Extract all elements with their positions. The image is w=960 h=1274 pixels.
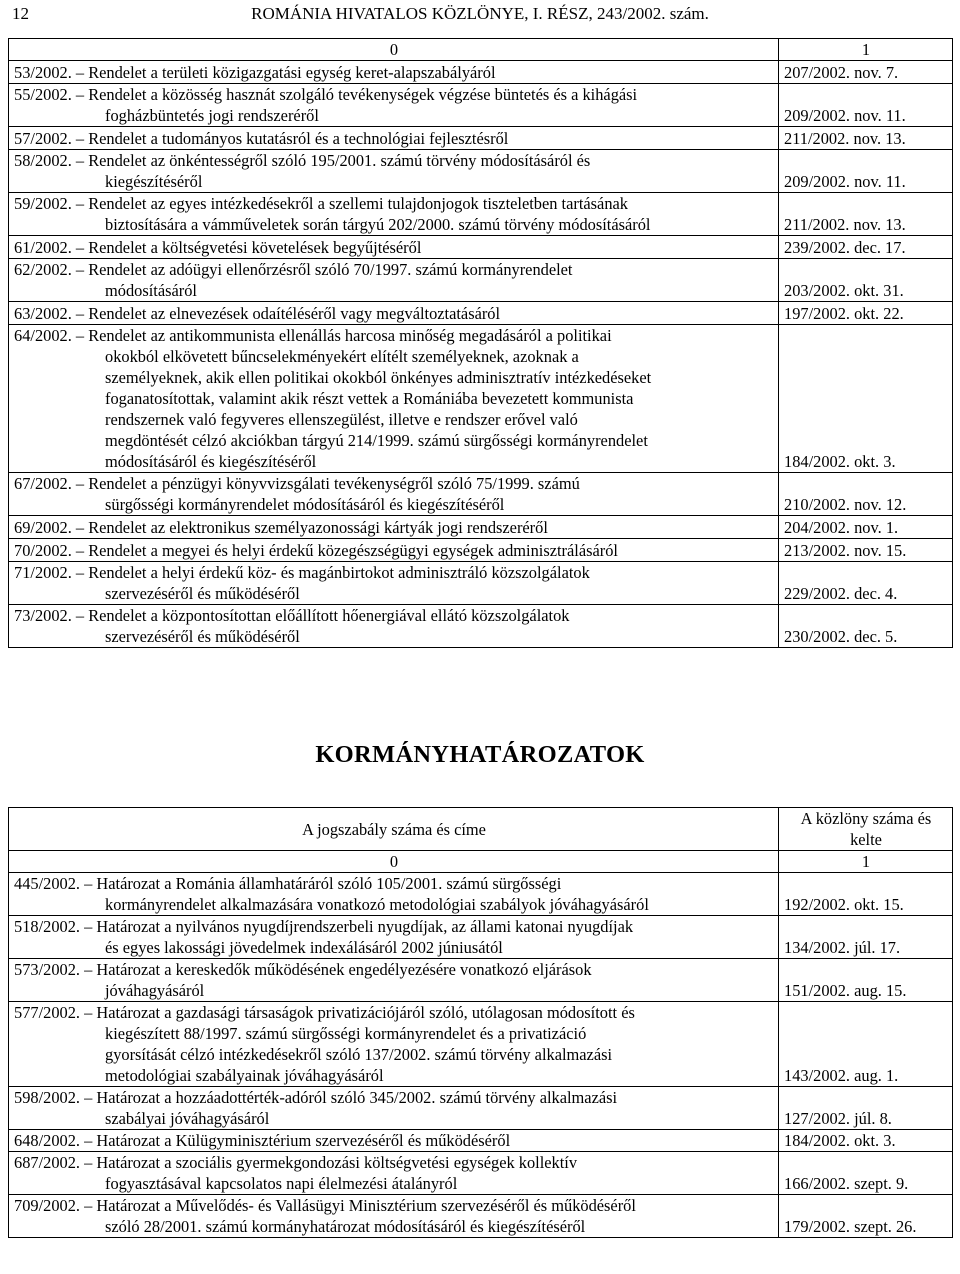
column-index-row [9,851,953,873]
table-row [9,562,953,605]
act-title-line: módosításáról [105,281,197,300]
table-row [9,873,953,916]
act-title-line: 62/2002. – Rendelet az adóügyi ellenőrzésről szóló 70/1997. számú kormányrendelet [14,260,573,279]
gazette-reference: 204/2002. nov. 1. [779,516,953,539]
act-title-cell [9,873,779,916]
table-row [9,150,953,193]
gazette-reference: 184/2002. okt. 3. [779,1130,953,1152]
act-title-line: 648/2002. – Határozat a Külügyminisztérium szervezéséről és működéséről [14,1131,511,1150]
gazette-reference: 134/2002. júl. 17. [779,916,953,959]
act-title-cell [9,562,779,605]
gazette-reference: 239/2002. dec. 17. [779,236,953,259]
table-row [9,959,953,1002]
table-row [9,193,953,236]
act-title-line: személyeknek, akik ellen politikai okokból önkényes adminisztratív intézkedéseket [105,368,652,387]
gazette-reference: 179/2002. szept. 26. [779,1195,953,1238]
act-title-line: 445/2002. – Határozat a Románia államhatáráról szóló 105/2001. számú sürgősségi [14,874,562,893]
act-title-line: kiegészített 88/1997. számú sürgősségi kormányrendelet és a privatizáció [105,1024,587,1043]
act-title-cell [9,605,779,648]
table-row [9,1002,953,1087]
table-row [9,1087,953,1130]
page-number: 12 [12,4,29,23]
rendeletek-table [8,38,953,648]
act-title-cell [9,150,779,193]
act-title-cell [9,1152,779,1195]
act-title-line: 57/2002. – Rendelet a tudományos kutatásról és a technológiai fejlesztésről [14,129,509,148]
act-title-line: foganatosítottak, valamint akik részt vettek a Romániába bevezetett kommunista [105,389,634,408]
column-index-1: 1 [779,39,953,61]
column-index-0: 0 [9,39,779,61]
act-title-line: 55/2002. – Rendelet a közösség hasznát szolgáló tevékenységek végzése büntetés és a kihágási [14,85,638,104]
gazette-reference: 127/2002. júl. 8. [779,1087,953,1130]
gazette-reference: 210/2002. nov. 12. [779,473,953,516]
table-row [9,84,953,127]
act-title-cell [9,325,779,473]
act-title-cell [9,236,779,259]
act-title-cell [9,1195,779,1238]
act-title-line: 58/2002. – Rendelet az önkéntességről szóló 195/2001. számú törvény módosításáról és [14,151,591,170]
column-index-1: 1 [779,851,953,873]
gazette-reference: 209/2002. nov. 11. [779,150,953,193]
table-row [9,1152,953,1195]
page-header [12,4,948,28]
act-title-line: 61/2002. – Rendelet a költségvetési követelések begyűjtéséről [14,238,422,257]
act-title-line: módosításáról és kiegészítéséről [105,452,317,471]
act-title-cell [9,302,779,325]
gazette-reference: 229/2002. dec. 4. [779,562,953,605]
act-title-cell [9,1002,779,1087]
act-title-line: 709/2002. – Határozat a Művelődés- és Vallásügyi Minisztérium szervezéséről és működéséről [14,1196,636,1215]
table-row [9,516,953,539]
act-title-line: 67/2002. – Rendelet a pénzügyi könyvvizsgálati tevékenységről szóló 75/1999. számú [14,474,580,493]
table-row [9,259,953,302]
act-title-line: jóváhagyásáról [105,981,205,1000]
gazette-reference: 197/2002. okt. 22. [779,302,953,325]
table-row [9,539,953,562]
gazette-reference: 143/2002. aug. 1. [779,1002,953,1087]
act-title-line: 577/2002. – Határozat a gazdasági társaságok privatizációjáról szóló, utólagosan módosított és [14,1003,635,1022]
act-title-line: 598/2002. – Határozat a hozzáadottérték-adóról szóló 345/2002. számú törvény alkalmazási [14,1088,618,1107]
act-title-line: 59/2002. – Rendelet az egyes intézkedésekről a szellemi tulajdonjogok tiszteletben tartásának [14,194,628,213]
gazette-reference: 213/2002. nov. 15. [779,539,953,562]
gazette-reference: 209/2002. nov. 11. [779,84,953,127]
act-title-line: 573/2002. – Határozat a kereskedők működésének engedélyezésére vonatkozó eljárások [14,960,592,979]
kormanyhatarozatok-table [8,807,953,1238]
table-row [9,325,953,473]
table-row [9,61,953,84]
act-title-line: megdöntését célzó akciókban tárgyú 214/1999. számú sürgősségi kormányrendelet [105,431,648,450]
act-title-line: 69/2002. – Rendelet az elektronikus személyazonossági kártyák jogi rendszeréről [14,518,548,537]
act-title-cell [9,916,779,959]
act-title-line: 53/2002. – Rendelet a területi közigazgatási egység keret-alapszabályáról [14,63,496,82]
act-title-line: 71/2002. – Rendelet a helyi érdekű köz- és magánbirtokot adminisztráló közszolgálatok [14,563,590,582]
gazette-reference: 151/2002. aug. 15. [779,959,953,1002]
act-title-cell [9,127,779,150]
table-row [9,127,953,150]
act-title-line: gyorsítását célzó intézkedésekről szóló 137/2002. számú törvény alkalmazási [105,1045,613,1064]
act-title-cell [9,61,779,84]
column-index-row [9,39,953,61]
column-header-title: A jogszabály száma és címe [9,808,779,851]
gazette-reference: 207/2002. nov. 7. [779,61,953,84]
act-title-line: 518/2002. – Határozat a nyilvános nyugdíjrendszerbeli nyugdíjak, az állami katonai nyugdíjak [14,917,634,936]
publication-title: ROMÁNIA HIVATALOS KÖZLÖNYE, I. RÉSZ, 243/2002. szám. [251,4,709,23]
act-title-line: sürgősségi kormányrendelet módosításáról és kiegészítéséről [105,495,505,514]
act-title-cell [9,473,779,516]
column-index-0: 0 [9,851,779,873]
gazette-reference: 166/2002. szept. 9. [779,1152,953,1195]
column-header-gazette: A közlöny száma és kelte [779,808,953,851]
act-title-line: metodológiai szabályainak jóváhagyásáról [105,1066,384,1085]
act-title-line: 64/2002. – Rendelet az antikommunista ellenállás harcosa minőség megadásáról a politikai [14,326,612,345]
act-title-line: biztosítására a vámműveletek során tárgyú 202/2000. számú törvény módosításáról [105,215,651,234]
gazette-reference: 211/2002. nov. 13. [779,193,953,236]
table-row [9,473,953,516]
act-title-cell [9,959,779,1002]
gazette-reference: 184/2002. okt. 3. [779,325,953,473]
table-row [9,1130,953,1152]
act-title-cell [9,516,779,539]
act-title-line: kiegészítéséről [105,172,203,191]
table-row [9,302,953,325]
act-title-cell [9,193,779,236]
act-title-line: szervezéséről és működéséről [105,584,300,603]
table-row [9,236,953,259]
act-title-cell [9,1087,779,1130]
act-title-line: 687/2002. – Határozat a szociális gyermekgondozási költségvetési egységek kollektív [14,1153,578,1172]
table-row [9,916,953,959]
act-title-cell [9,259,779,302]
gazette-reference: 211/2002. nov. 13. [779,127,953,150]
act-title-cell [9,539,779,562]
column-header-row [9,808,953,851]
act-title-cell [9,84,779,127]
act-title-line: okokból elkövetett bűncselekményekért elítélt személyeknek, azoknak a [105,347,579,366]
act-title-line: szervezéséről és működéséről [105,627,300,646]
act-title-cell [9,1130,779,1152]
act-title-line: kormányrendelet alkalmazására vonatkozó metodológiai szabályok jóváhagyásáról [105,895,649,914]
act-title-line: szóló 28/2001. számú kormányhatározat módosításáról és kiegészítéséről [105,1217,586,1236]
section-title-kormanyhatarozatok: KORMÁNYHATÁROZATOK [315,741,645,768]
gazette-reference: 230/2002. dec. 5. [779,605,953,648]
gazette-reference: 192/2002. okt. 15. [779,873,953,916]
act-title-line: fogyasztásával kapcsolatos napi élelmezési átalányról [105,1174,458,1193]
table-row [9,605,953,648]
act-title-line: szabályai jóváhagyásáról [105,1109,270,1128]
table-row [9,1195,953,1238]
act-title-line: fogházbüntetés jogi rendszeréről [105,106,319,125]
act-title-line: 73/2002. – Rendelet a központosítottan előállított hőenergiával ellátó közszolgálatok [14,606,570,625]
act-title-line: 63/2002. – Rendelet az elnevezések odaítéléséről vagy megváltoztatásáról [14,304,501,323]
act-title-line: rendszernek való fegyveres ellenszegülést, illetve e rendszer erővel való [105,410,578,429]
gazette-reference: 203/2002. okt. 31. [779,259,953,302]
act-title-line: 70/2002. – Rendelet a megyei és helyi érdekű közegészségügyi egységek adminisztrálásáról [14,541,618,560]
act-title-line: és egyes lakossági jövedelmek indexálásáról 2002 júniusától [105,938,503,957]
